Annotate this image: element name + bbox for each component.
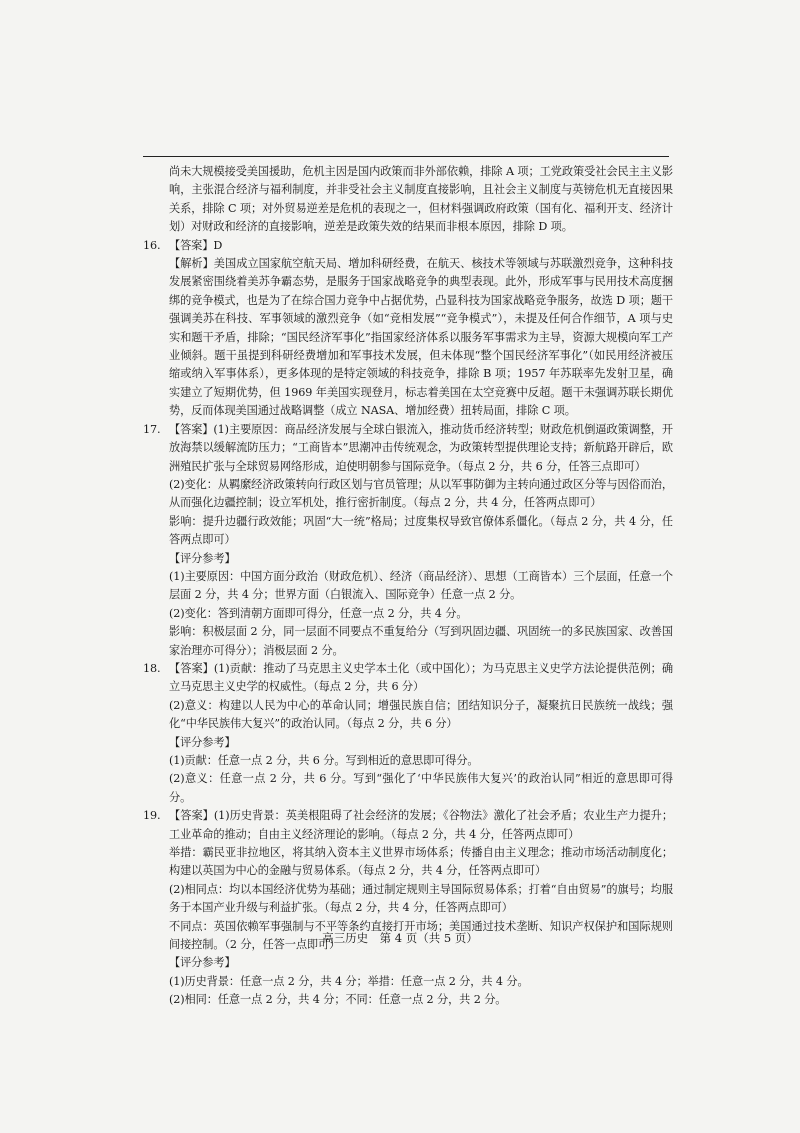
question-number: 18. <box>143 661 161 675</box>
scoring-reference-heading: 【评分参考】 <box>169 551 236 565</box>
answer-line: 举措：霸民亚非拉地区，将其纳入资本主义世界市场体系；传播自由主义理念；推动市场活动制度化；构建以英国为中心的金融与贸易体系。（每点 2 分，共 4 分，任答两点即可） <box>169 846 673 878</box>
answer-line: 【答案】(1)历史背景：英美根阻碍了社会经济的发展；《谷物法》激化了社会矛盾；农业生产力提升；工业革命的推动；自由主义经济理论的影响。（每点 2 分，共 4 分，任答两点即可） <box>169 809 673 841</box>
answer-line: (2)变化：从羁縻经济政策转向行政区划与官员管理；从以军事防御为主转向通过政区分等与因俗而治，从而强化边疆控制；设立军机处，推行密折制度。（每点 2 分，共 4 分，任答两点即可） <box>169 477 673 510</box>
scoring-line: (2)相同：任意一点 2 分，共 4 分；不同：任意一点 2 分，共 2 分。 <box>169 993 507 1007</box>
scoring-reference-heading: 【评分参考】 <box>169 956 236 970</box>
answer-line: 【答案】(1)贡献：推动了马克思主义史学本土化（或中国化）；为马克思主义史学方法论提供范例；确立马克思主义史学的权威性。（每点 2 分，共 6 分） <box>169 661 673 694</box>
scoring-line: (1)主要原因：中国方面分政治（财政危机）、经济（商品经济）、思想（工商皆本）三个层面，任意一个层面 2 分，共 4 分；世界方面（白银流入、国际竞争）任意一点 2 分。 <box>169 569 673 602</box>
scoring-line: (2)变化：答到清朝方面即可得分，任意一点 2 分，共 4 分。 <box>169 606 468 620</box>
scoring-reference-heading: 【评分参考】 <box>169 735 236 749</box>
question-number: 16. <box>143 238 161 252</box>
scoring-line: (1)贡献：任意一点 2 分，共 6 分。写到相近的意思即可得分。 <box>169 754 479 767</box>
scoring-line: (2)意义：任意一点 2 分，共 6 分。写到“强化了‘中华民族伟大复兴’的政治认同”相近的意思即可得分。 <box>169 772 673 804</box>
answer-content <box>143 163 673 1010</box>
question-19 <box>143 807 673 844</box>
top-divider <box>143 156 669 157</box>
question-17 <box>143 421 673 476</box>
question-number: 17. <box>143 422 161 436</box>
question-number: 19. <box>143 809 161 823</box>
page-footer: 高三历史 第 4 页（共 5 页） <box>322 931 478 945</box>
answer-line: (2)意义：构建以人民为中心的革命认同；增强民族自信；团结知识分子，凝聚抗日民族统一战线；强化“中华民族伟大复兴”的政治认同。（每点 2 分，共 6 分） <box>169 698 673 731</box>
answer-line: 【答案】D <box>169 238 223 252</box>
answer-line: (2)相同点：均以本国经济优势为基础；通过制定规则主导国际贸易体系；打着“自由贸易”的旗号；均服务于本国产业升级与利益扩张。（每点 2 分，共 4 分，任答两点即可） <box>169 882 673 915</box>
question-18 <box>143 660 673 697</box>
question-16 <box>143 237 673 255</box>
answer-line: 【答案】(1)主要原因：商品经济发展与全球白银流入，推动货币经济转型；财政危机倒逼政策调整，开放海禁以缓解流防压力；“工商皆本”思潮冲击传统观念，为政策转型提供理论支持；新航路开辟后，欧洲殖民扩张与全球贸易网络形成，迫使明朝参与国际竞争。（每点 2 分，共 6 分，任答三点即可） <box>169 422 673 473</box>
continued-analysis: 尚未大规模接受美国援助，危机主因是国内政策而非外部依赖，排除 A 项；工党政策受社会民主主义影响，主张混合经济与福利制度，并非受社会主义制度直接影响，且社会主义制度与英镑危机无直接因果关系，排除 C 项；对外贸易逆差是危机的表现之一，但材料强调政府政策（国有化、福利开支、经济计划）对财政和经济的直接影响，逆差是政策失效的结果而非根本原因，排除 D 项。 <box>169 165 673 234</box>
answer-line: 影响：提升边疆行政效能；巩固“大一统”格局；过度集权导致官僚体系僵化。（每点 2 分，共 4 分，任答两点即可） <box>169 514 673 547</box>
scoring-line: 影响：积极层面 2 分，同一层面不同要点不重复给分（写到巩固边疆、巩固统一的多民族国家、改善国家治理亦可得分）；消极层面 2 分。 <box>169 625 673 657</box>
scoring-line: (1)历史背景：任意一点 2 分，共 4 分；举措：任意一点 2 分，共 4 分。 <box>169 974 529 988</box>
answer-line: 不同点：英国依赖军事强制与不平等条约直接打开市场；美国通过技术垄断、知识产权保护和国际规则间接控制。（2 分，任答一点即可） <box>169 919 673 952</box>
analysis-paragraph: 【解析】美国成立国家航空航天局、增加科研经费，在航天、核技术等领域与苏联激烈竞争，这种科技发展紧密围绕着美苏争霸态势，是服务于国家战略竞争的典型表现。此外，形成军事与民用技术高度捆绑的竞争模式，也是为了在综合国力竞争中占据优势，凸显科技为国家战略竞争服务，故选 D 项；题干强调美苏在科技、军事领域的激烈竞争（如“竞相发展”“竞争模式”），未提及任何合作细节，A 项与史实和题干矛盾，排除；“国民经济军事化”指国家经济体系以服务军事需求为主导，资源大规模向军工产业倾斜。题干虽提到科研经费增加和军事技术发展，但未体现“整个国民经济军事化”（如民用经济被压缩或纳入军事体系），更多体现的是特定领域的科技竞争，排除 B 项；1957 年苏联率先发射卫星，确实建立了短期优势，但 1969 年美国实现登月，标志着美国在太空竞赛中反超。题干未强调苏联长期优势，反而体现美国通过战略调整（成立 NASA、增加经费）扭转局面，排除 C 项。 <box>169 257 673 418</box>
